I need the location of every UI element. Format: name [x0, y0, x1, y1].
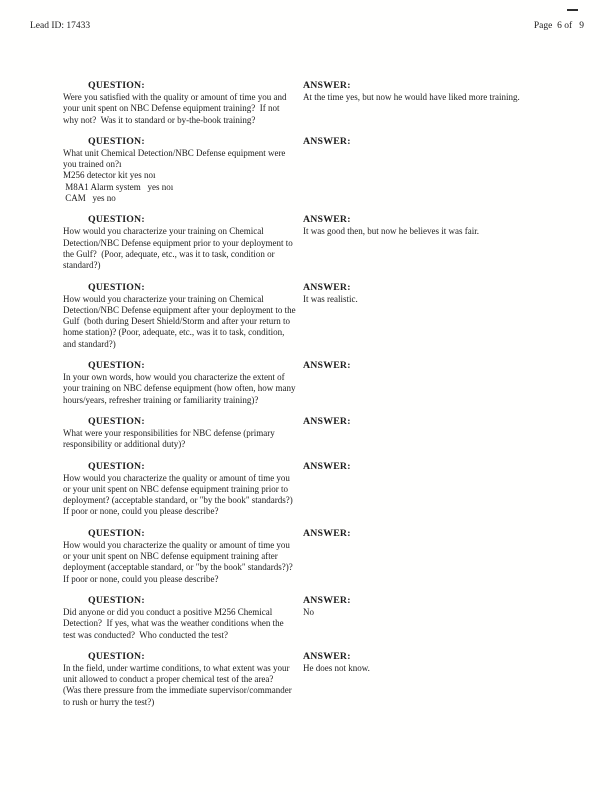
question-label: QUESTION:	[88, 214, 145, 226]
question-text: How would you characterize the quality or amount of time you or your unit spent on NBC defense equipment training after deployment (acceptable standard, or "by the book" standards?)? If poor or none, could you please describe?	[63, 539, 298, 584]
question-text: What were your responsibilities for NBC defense (primary responsibility or additional duty)?	[63, 427, 277, 450]
qa-row	[63, 415, 565, 451]
answer-text: It was good then, but now he believes it was fair.	[303, 226, 479, 237]
answer-column	[303, 527, 565, 540]
qa-row	[63, 359, 565, 406]
question-column	[63, 650, 303, 708]
question-label: QUESTION:	[88, 281, 145, 293]
question-column	[63, 213, 303, 271]
qa-row	[63, 281, 565, 350]
answer-text: No	[303, 606, 314, 617]
qa-row	[63, 213, 565, 271]
answer-label: ANSWER:	[303, 360, 351, 372]
question-text: How would you characterize the quality or amount of time you or your unit spent on NBC defense equipment training prior to deployment? (acceptable standard, or "by the book" standards?) If poor or none, could you please describe?	[63, 472, 296, 517]
question-label: QUESTION:	[88, 594, 145, 606]
question-sub-item: M8A1 Alarm system yes noı	[63, 181, 174, 192]
answer-column	[303, 135, 565, 148]
answer-column	[303, 281, 565, 305]
question-text: How would you characterize your training on Chemical Detection/NBC Defense equipment prior to your deployment to the Gulf? (Poor, adequate, etc., was it to task, condition or standard?)	[63, 226, 295, 271]
answer-column	[303, 460, 565, 473]
question-sub-item: M256 detector kit yes noı	[63, 170, 156, 181]
question-column	[63, 359, 303, 406]
question-label: QUESTION:	[88, 650, 145, 662]
question-sub-items	[63, 170, 303, 204]
answer-text: At the time yes, but now he would have liked more training.	[303, 92, 520, 102]
qa-row	[63, 79, 565, 126]
question-text: In the field, under wartime conditions, to what extent was your unit allowed to conduct a proper chemical test of the area? (Was there pressure from the immediate supervisor/commander to rush or hurry the test?)	[63, 662, 294, 707]
answer-column	[303, 650, 565, 674]
question-label: QUESTION:	[88, 80, 145, 91]
answer-label: ANSWER:	[303, 527, 351, 539]
answer-label: ANSWER:	[303, 80, 351, 91]
answer-column	[303, 79, 565, 103]
answer-column	[303, 594, 565, 618]
question-text: Were you satisfied with the quality or amount of time you and your unit spent on NBC Defense equipment training? If not why not? Was it to standard or by-the-book training?	[63, 92, 289, 125]
question-label: QUESTION:	[88, 135, 145, 147]
question-text: In your own words, how would you characterize the extent of your training on NBC defense equipment (how often, how many hours/years, refresher training or familiarity training)?	[63, 372, 298, 405]
answer-label: ANSWER:	[303, 415, 351, 427]
page-header	[30, 21, 584, 32]
answer-text: He does not know.	[303, 662, 370, 673]
answer-label: ANSWER:	[303, 214, 351, 226]
question-column	[63, 460, 303, 518]
question-column	[63, 281, 303, 350]
question-column	[63, 527, 303, 585]
lead-id: Lead ID: 17433	[30, 21, 91, 31]
answer-label: ANSWER:	[303, 135, 351, 147]
question-column	[63, 135, 303, 204]
question-label: QUESTION:	[88, 360, 145, 372]
question-column	[63, 594, 303, 641]
answer-column	[303, 415, 565, 428]
qa-row	[63, 650, 565, 708]
question-text: What unit Chemical Detection/NBC Defense equipment were you trained on?ı	[63, 147, 288, 170]
qa-row	[63, 527, 565, 585]
question-text: How would you characterize your training on Chemical Detection/NBC Defense equipment after your deployment to the Gulf (both during Desert Shield/Storm and after your return to home station)? (Poor, adequate, etc., was it to task, condition, and standard?)	[63, 293, 298, 349]
answer-text: It was realistic.	[303, 293, 358, 304]
answer-label: ANSWER:	[303, 594, 351, 606]
scan-artifact	[567, 9, 578, 11]
page-number: Page 6 of 9	[533, 21, 584, 31]
answer-label: ANSWER:	[303, 460, 351, 472]
qa-list	[63, 79, 565, 717]
question-label: QUESTION:	[88, 415, 145, 427]
question-text: Did anyone or did you conduct a positive M256 Chemical Detection? If yes, what was the weather conditions when the test was conducted? Who conducted the test?	[63, 606, 286, 640]
question-column	[63, 415, 303, 451]
question-sub-item: CAM yes no	[63, 193, 116, 204]
answer-label: ANSWER:	[303, 281, 351, 293]
qa-row	[63, 135, 565, 204]
question-label: QUESTION:	[88, 460, 145, 472]
qa-row	[63, 460, 565, 518]
question-label: QUESTION:	[88, 527, 145, 539]
answer-column	[303, 213, 565, 237]
qa-row	[63, 594, 565, 641]
answer-column	[303, 359, 565, 372]
answer-label: ANSWER:	[303, 650, 351, 662]
question-column	[63, 79, 303, 126]
